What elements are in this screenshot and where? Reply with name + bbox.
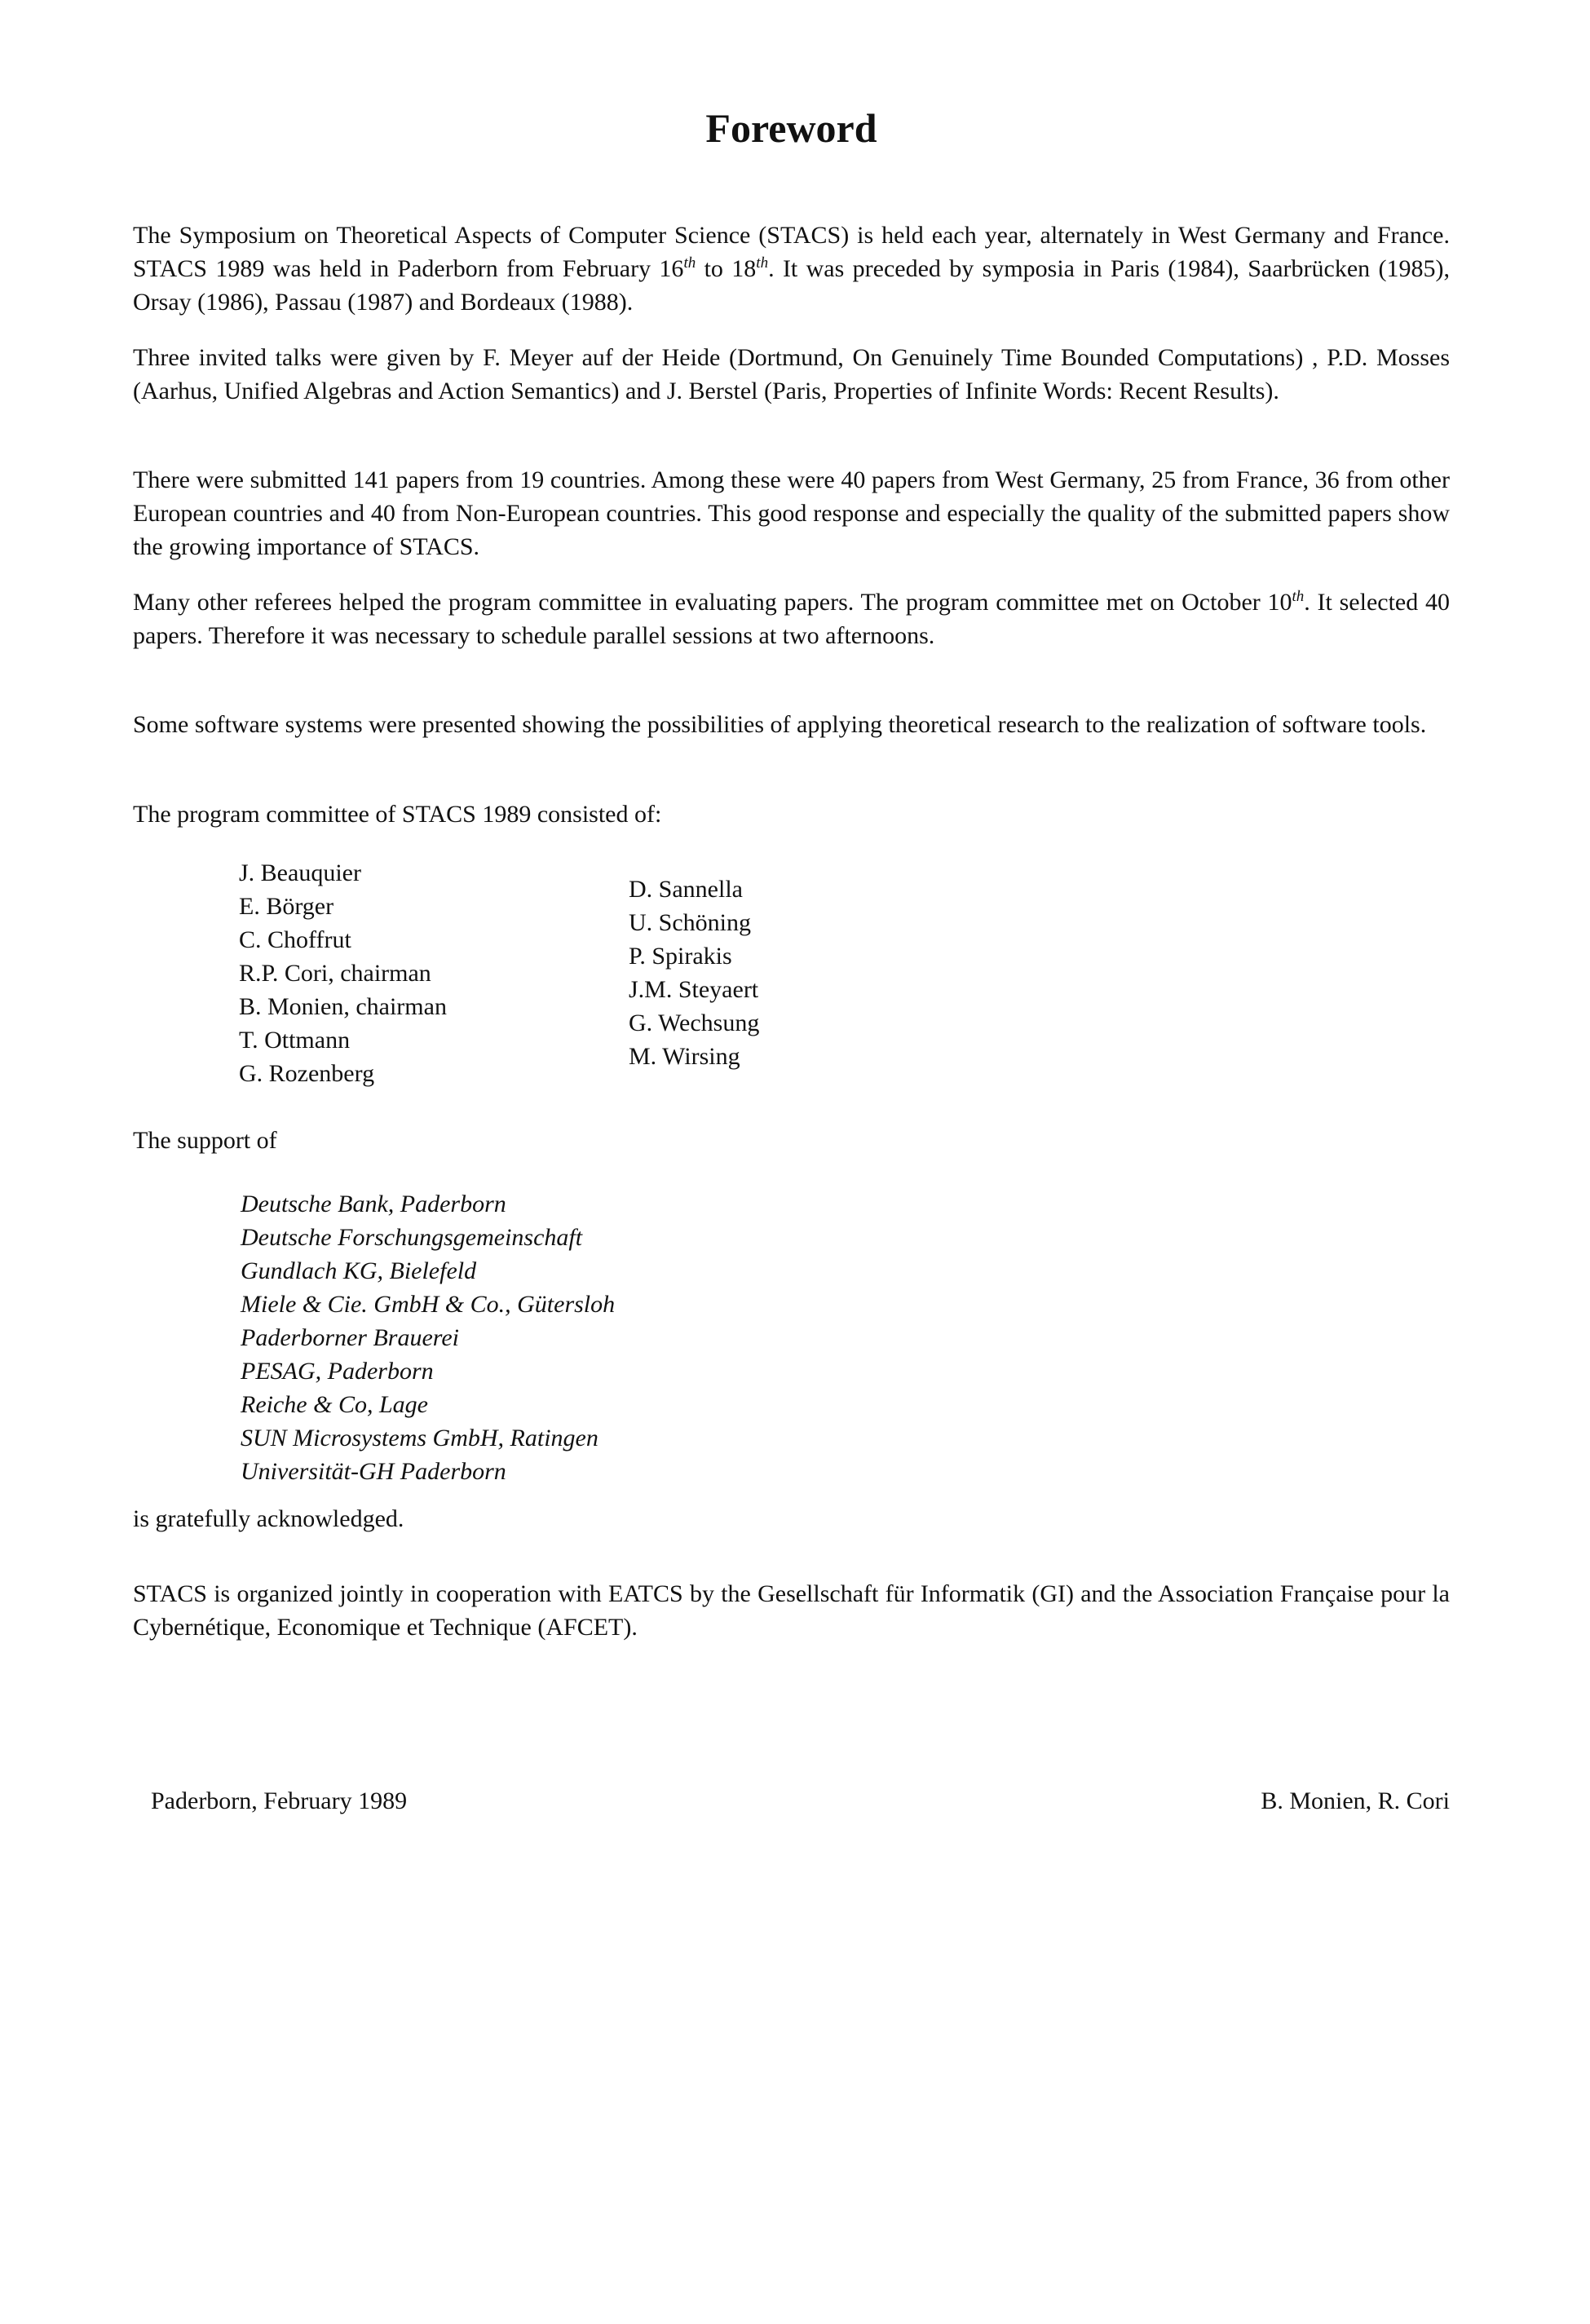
committee-member: U. Schöning (629, 909, 751, 936)
footer-place-date: Paderborn, February 1989 (151, 1787, 408, 1814)
paragraph-intro-text-c: . It was preceded by symposia in Paris (1984), Saarbrücken (1985), Orsay (1986), Passau (1987) and Bordeaux (1988). (133, 255, 1451, 316)
paragraph-referees-text-a: Many other referees helped the program committee in evaluating papers. The program committee met on October 10 (133, 589, 1292, 616)
committee-member: G. Rozenberg (239, 1060, 375, 1087)
sponsor-item: Deutsche Bank, Paderborn (241, 1191, 506, 1217)
superscript-th: th (1292, 588, 1305, 605)
paragraph-submissions: There were submitted 141 papers from 19 countries. Among these were 40 papers from West Germany, 25 from France, 36 from other European countries and 40 from Non-European countries. This good response and especially the quality of the submitted papers show the growing importance of STACS. (133, 466, 1450, 560)
sponsor-item: Miele & Cie. GmbH & Co., Gütersloh (241, 1291, 616, 1318)
committee-member: J.M. Steyaert (629, 976, 759, 1003)
committee-member: G. Wechsung (629, 1010, 760, 1036)
paragraph-intro-text-b: to 18 (696, 255, 757, 282)
committee-member: M. Wirsing (629, 1043, 740, 1070)
footer-authors: B. Monien, R. Cori (1261, 1787, 1450, 1814)
paragraph-support-intro: The support of (133, 1127, 277, 1154)
paragraph-intro-text-a: The Symposium on Theoretical Aspects of Computer Science (STACS) is held each year, alternately in West Germany and France. STACS 1989 was held in Paderborn from February 16 (133, 222, 1450, 282)
paragraph-referees (133, 585, 1450, 652)
sponsor-item: Paderborner Brauerei (241, 1324, 460, 1351)
paragraph-software: Some software systems were presented showing the possibilities of applying theoretical research to the realization of software tools. (133, 711, 1427, 738)
committee-member: J. Beauquier (239, 859, 361, 886)
committee-member: C. Choffrut (239, 926, 351, 953)
paragraph-intro (133, 219, 1450, 319)
committee-member: P. Spirakis (629, 943, 732, 970)
sponsor-item: Deutsche Forschungsgemeinschaft (241, 1224, 583, 1251)
committee-member: B. Monien, chairman (239, 993, 447, 1020)
sponsor-item: SUN Microsystems GmbH, Ratingen (241, 1425, 598, 1451)
sponsor-item: Reiche & Co, Lage (241, 1391, 428, 1418)
sponsor-list (241, 1187, 615, 1488)
paragraph-acknowledged: is gratefully acknowledged. (133, 1505, 404, 1532)
committee-member: E. Börger (239, 893, 334, 920)
superscript-th: th (683, 254, 696, 272)
paragraph-organization: STACS is organized jointly in cooperation with EATCS by the Gesellschaft für Informatik (GI) and the Association Française pour la Cybernétique, Economique et Technique (AFCET). (133, 1580, 1450, 1641)
sponsor-item: PESAG, Paderborn (241, 1358, 434, 1385)
page-title: Foreword (705, 105, 877, 151)
paragraph-invited-talks: Three invited talks were given by F. Meyer auf der Heide (Dortmund, On Genuinely Time Bounded Computations) , P.D. Mosses (Aarhus, Unified Algebras and Action Semantics) and J. Berstel (Paris, Properties of Infinite Words: Recent Results). (133, 344, 1450, 404)
paragraph-committee-intro: The program committee of STACS 1989 consisted of: (133, 801, 662, 828)
committee-list-left (239, 856, 447, 1090)
superscript-th: th (756, 254, 769, 272)
sponsor-item: Universität-GH Paderborn (241, 1458, 506, 1485)
committee-member: D. Sannella (629, 876, 743, 903)
paragraph-referees-text-b: . It selected 40 papers. Therefore it was necessary to schedule parallel sessions at two afternoons. (133, 589, 1450, 649)
committee-list-right (629, 873, 759, 1073)
sponsor-item: Gundlach KG, Bielefeld (241, 1257, 477, 1284)
committee-member: T. Ottmann (239, 1027, 351, 1054)
committee-member: R.P. Cori, chairman (239, 960, 431, 987)
